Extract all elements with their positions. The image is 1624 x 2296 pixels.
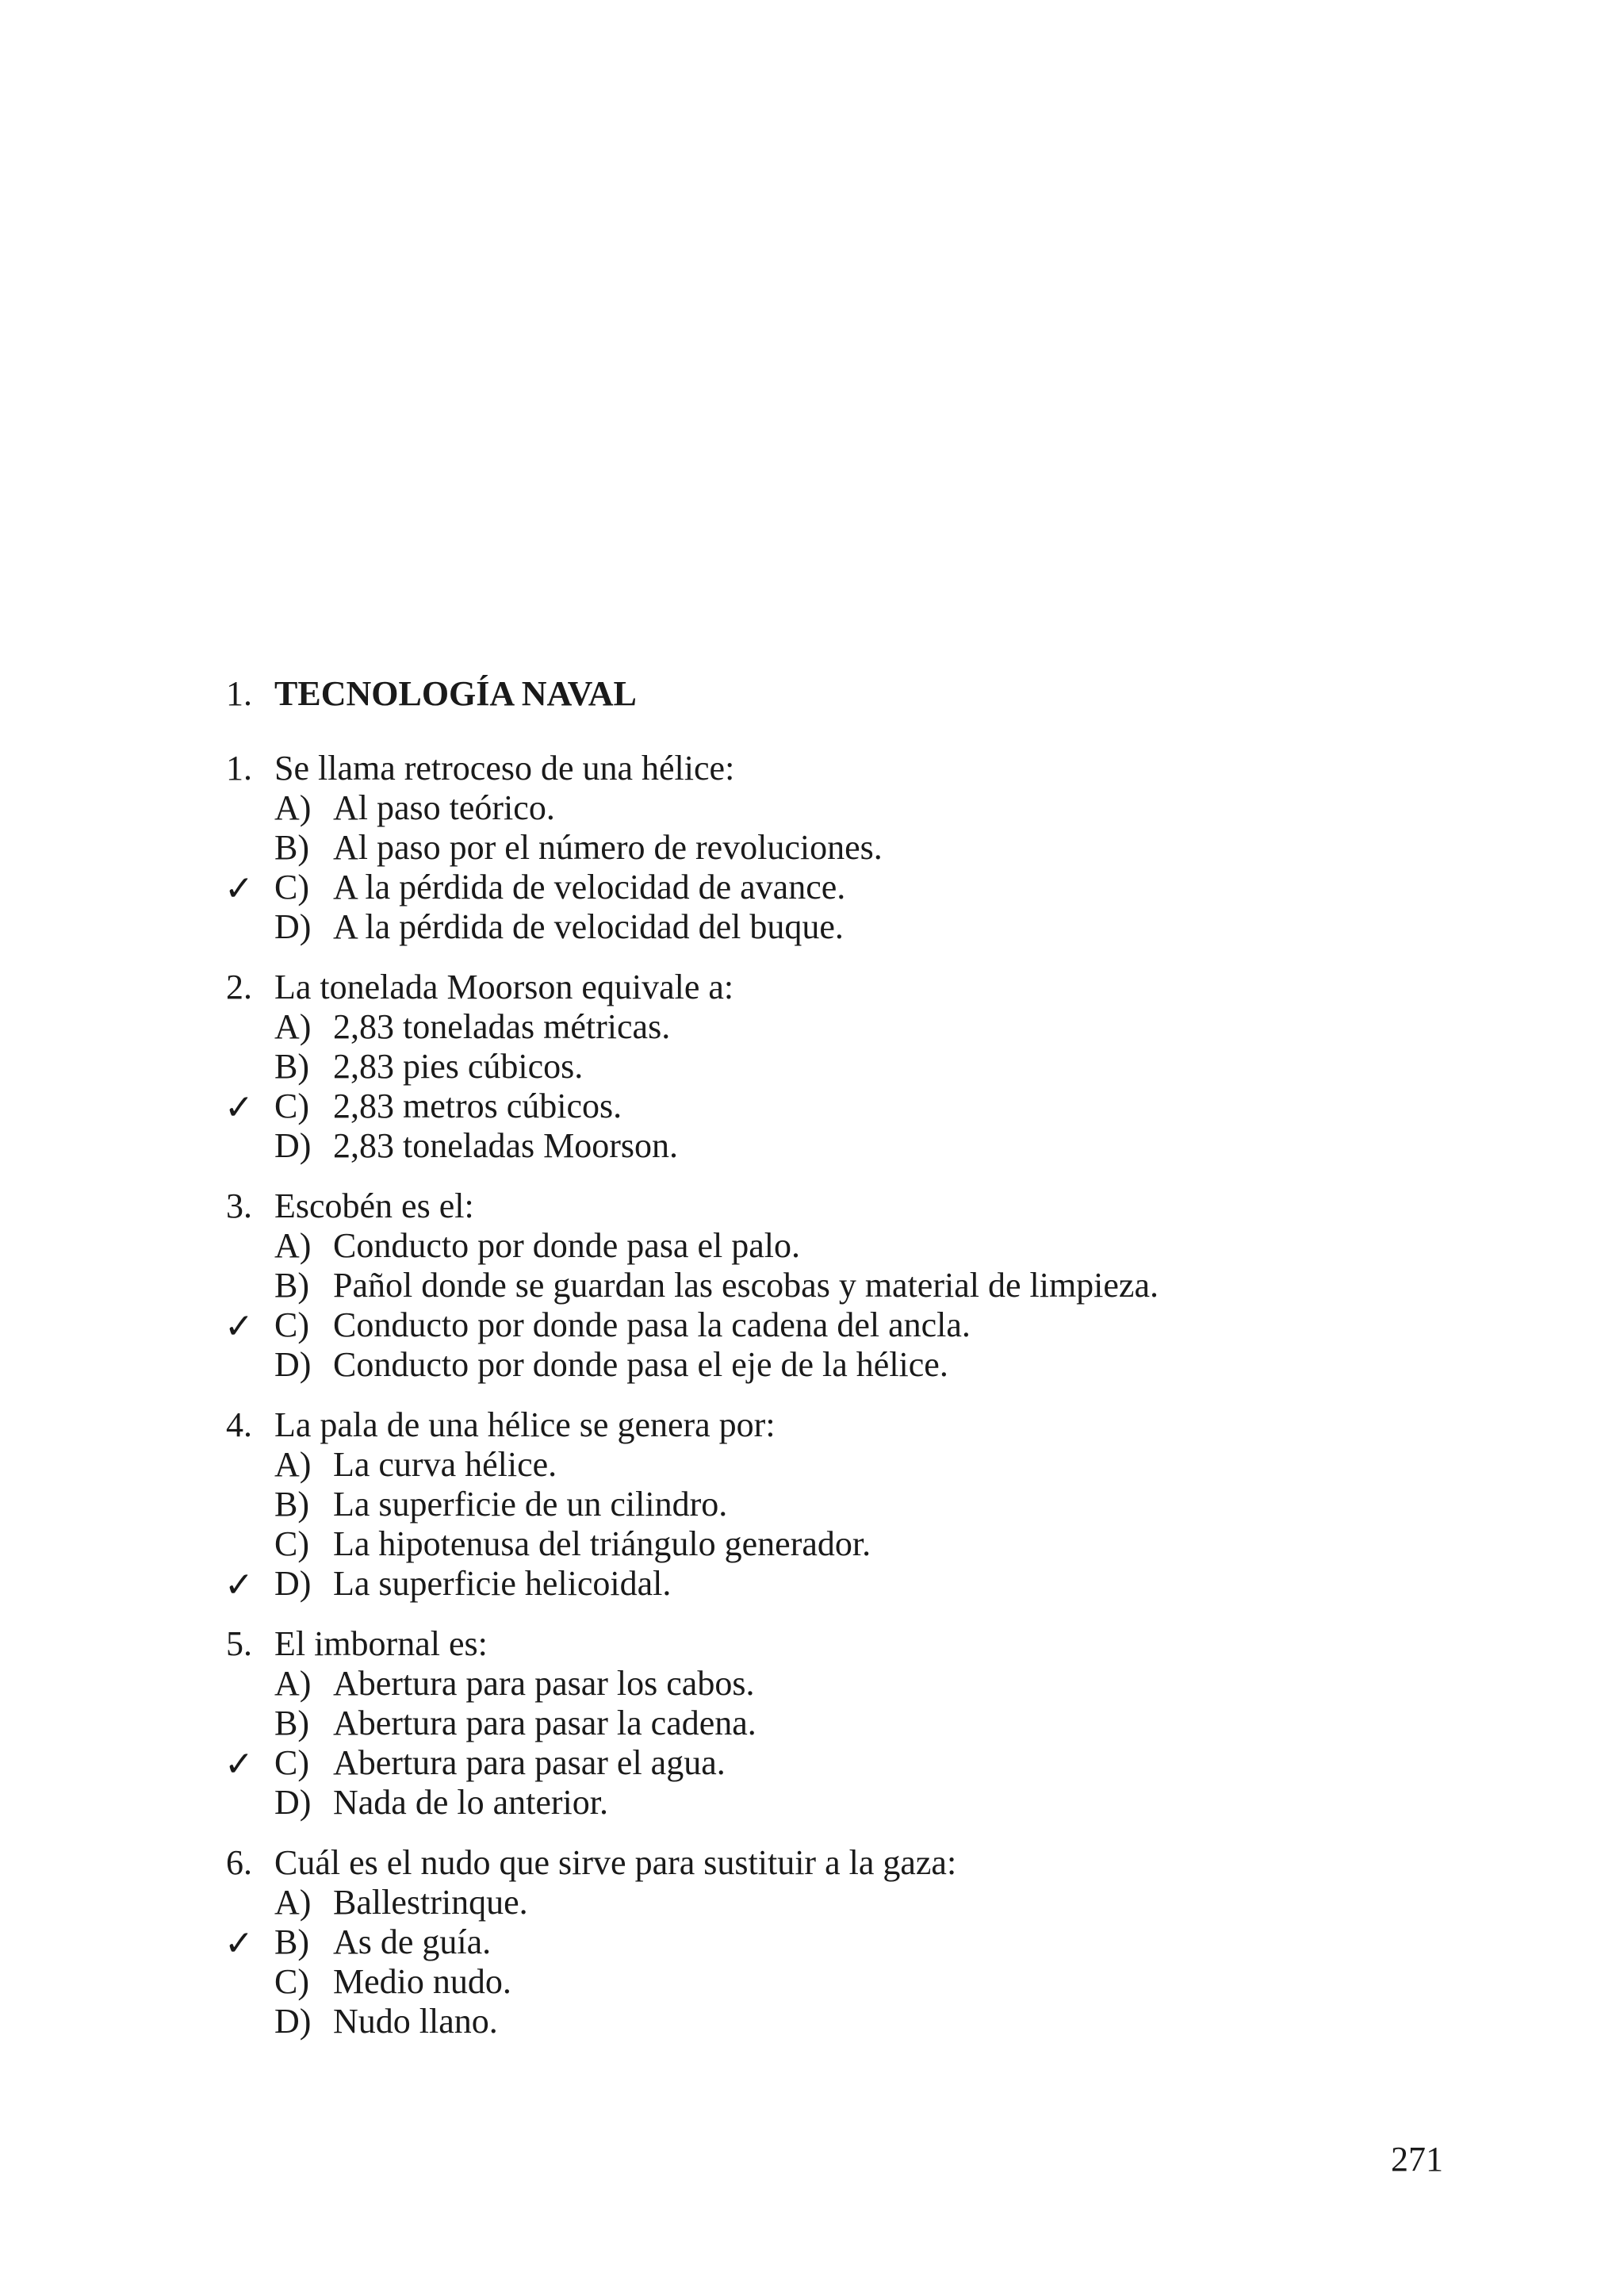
answer-option (226, 1743, 1415, 1783)
option-letter: A) (274, 1226, 312, 1265)
answer-option (226, 1305, 1415, 1345)
question-3 (226, 1186, 1415, 1385)
question-text: El imbornal es: (274, 1624, 488, 1663)
question-stem (226, 749, 1415, 788)
section-title: TECNOLOGÍA NAVAL (274, 674, 637, 713)
checkmark-icon: ✓ (224, 1087, 254, 1128)
question-number: 2. (226, 968, 252, 1006)
answer-option (226, 1126, 1415, 1166)
option-text: 2,83 metros cúbicos. (333, 1087, 622, 1125)
option-text: A la pérdida de velocidad del buque. (333, 907, 844, 946)
answer-option (226, 788, 1415, 828)
option-letter: C) (274, 1305, 309, 1344)
option-letter: B) (274, 1485, 309, 1524)
option-letter: A) (274, 1883, 312, 1922)
answer-option (226, 1704, 1415, 1743)
question-stem (226, 968, 1415, 1007)
question-number: 1. (226, 749, 252, 788)
option-text: La superficie helicoidal. (333, 1564, 672, 1603)
answer-option (226, 1564, 1415, 1604)
option-text: Al paso por el número de revoluciones. (333, 828, 883, 867)
option-letter: D) (274, 1126, 312, 1165)
option-letter: C) (274, 1962, 309, 2001)
option-text: 2,83 toneladas Moorson. (333, 1126, 679, 1165)
option-letter: C) (274, 868, 309, 907)
option-text: La superficie de un cilindro. (333, 1485, 728, 1524)
question-5 (226, 1624, 1415, 1823)
answer-option (226, 1664, 1415, 1704)
answer-option (226, 2002, 1415, 2041)
page-content (226, 674, 1415, 2062)
option-letter: C) (274, 1087, 309, 1125)
option-letter: A) (274, 788, 312, 827)
answer-option (226, 1445, 1415, 1485)
option-letter: C) (274, 1743, 309, 1782)
option-text: Conducto por donde pasa la cadena del ancla. (333, 1305, 971, 1344)
option-text: Nudo llano. (333, 2002, 498, 2041)
question-stem (226, 1843, 1415, 1883)
option-letter: D) (274, 1345, 312, 1384)
option-letter: A) (274, 1664, 312, 1703)
option-letter: D) (274, 907, 312, 946)
option-text: 2,83 pies cúbicos. (333, 1047, 584, 1086)
option-letter: D) (274, 1783, 312, 1822)
answer-option (226, 1047, 1415, 1087)
option-text: Ballestrinque. (333, 1883, 528, 1922)
question-text: Cuál es el nudo que sirve para sustituir a la gaza: (274, 1843, 957, 1882)
question-stem (226, 1186, 1415, 1226)
option-letter: A) (274, 1445, 312, 1484)
option-letter: B) (274, 1922, 309, 1961)
option-letter: B) (274, 1266, 309, 1305)
option-text: Nada de lo anterior. (333, 1783, 608, 1822)
checkmark-icon: ✓ (224, 868, 254, 909)
option-text: Conducto por donde pasa el palo. (333, 1226, 800, 1265)
option-letter: B) (274, 1704, 309, 1742)
option-text: Abertura para pasar los cabos. (333, 1664, 755, 1703)
question-number: 4. (226, 1405, 252, 1444)
answer-option (226, 1962, 1415, 2002)
option-text: Pañol donde se guardan las escobas y material de limpieza. (333, 1266, 1159, 1305)
answer-option (226, 1524, 1415, 1564)
question-stem (226, 1624, 1415, 1664)
question-text: La pala de una hélice se genera por: (274, 1405, 776, 1444)
answer-option (226, 868, 1415, 907)
question-6 (226, 1843, 1415, 2041)
question-number: 3. (226, 1186, 252, 1225)
answer-option (226, 907, 1415, 947)
option-letter: D) (274, 1564, 312, 1603)
answer-option (226, 1485, 1415, 1524)
answer-option (226, 1226, 1415, 1266)
question-stem (226, 1405, 1415, 1445)
question-number: 5. (226, 1624, 252, 1663)
option-text: Medio nudo. (333, 1962, 511, 2001)
checkmark-icon: ✓ (224, 1565, 254, 1605)
question-4 (226, 1405, 1415, 1604)
option-text: La curva hélice. (333, 1445, 557, 1484)
question-number: 6. (226, 1843, 252, 1882)
option-letter: B) (274, 828, 309, 867)
answer-option (226, 1922, 1415, 1962)
option-text: La hipotenusa del triángulo generador. (333, 1524, 871, 1563)
option-text: Abertura para pasar la cadena. (333, 1704, 756, 1742)
option-letter: D) (274, 2002, 312, 2041)
page-number: 271 (1391, 2140, 1443, 2179)
question-text: Escobén es el: (274, 1186, 474, 1225)
option-text: Al paso teórico. (333, 788, 555, 827)
answer-option (226, 1007, 1415, 1047)
option-text: Conducto por donde pasa el eje de la hélice. (333, 1345, 948, 1384)
answer-option (226, 1345, 1415, 1385)
question-list (226, 749, 1415, 2041)
option-letter: A) (274, 1007, 312, 1046)
checkmark-icon: ✓ (224, 1923, 254, 1964)
checkmark-icon: ✓ (224, 1306, 254, 1347)
option-text: A la pérdida de velocidad de avance. (333, 868, 846, 907)
section-number: 1. (226, 674, 252, 713)
answer-option (226, 1266, 1415, 1305)
option-letter: C) (274, 1524, 309, 1563)
question-text: Se llama retroceso de una hélice: (274, 749, 735, 788)
answer-option (226, 1087, 1415, 1126)
question-1 (226, 749, 1415, 947)
option-letter: B) (274, 1047, 309, 1086)
answer-option (226, 1883, 1415, 1922)
option-text: Abertura para pasar el agua. (333, 1743, 726, 1782)
checkmark-icon: ✓ (224, 1744, 254, 1784)
option-text: As de guía. (333, 1922, 492, 1961)
answer-option (226, 828, 1415, 868)
question-2 (226, 968, 1415, 1166)
section-heading (226, 674, 1415, 714)
question-text: La tonelada Moorson equivale a: (274, 968, 734, 1006)
option-text: 2,83 toneladas métricas. (333, 1007, 671, 1046)
answer-option (226, 1783, 1415, 1823)
